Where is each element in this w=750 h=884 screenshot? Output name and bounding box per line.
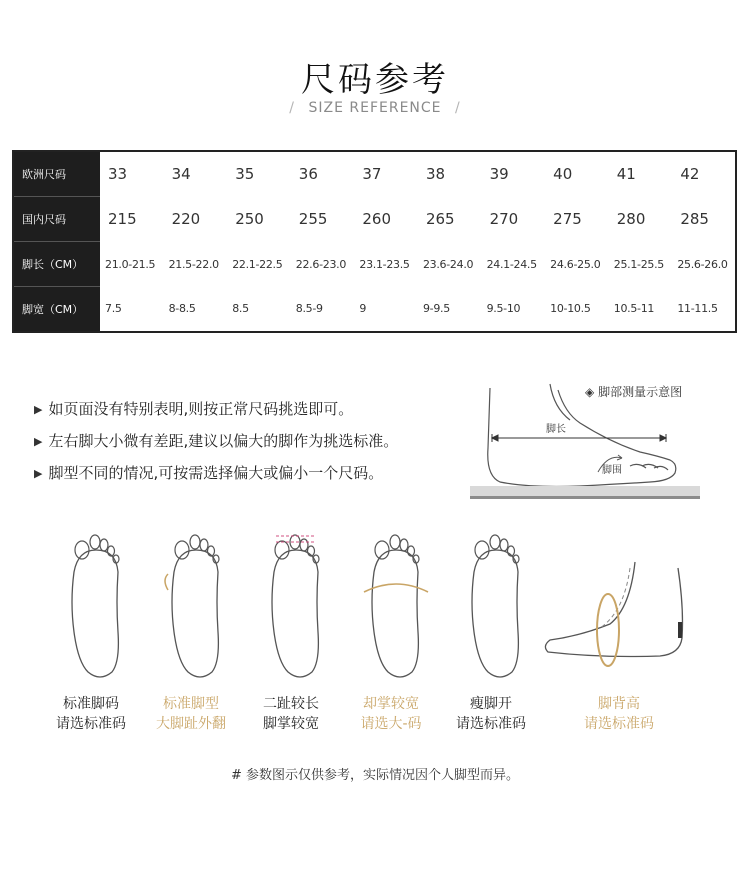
subtitle-slash-left: / xyxy=(289,100,296,116)
notes-list xyxy=(34,398,398,494)
size-cell: 280 xyxy=(616,210,646,228)
size-cell: 10-10.5 xyxy=(550,302,591,316)
bullet-triangle-icon: ▶ xyxy=(34,435,43,448)
size-cell: 215 xyxy=(108,210,137,228)
note-item xyxy=(34,430,398,462)
foot-type-caption xyxy=(336,694,446,734)
footnote: # 参数图示仅供参考，实际情况因个人脚型而异。 xyxy=(230,768,520,783)
foot-type-caption xyxy=(36,694,146,734)
diamond-icon: ◈ xyxy=(585,385,595,399)
size-cell: 260 xyxy=(362,210,392,228)
size-cell: 10.5-11 xyxy=(613,302,655,316)
size-cell: 9-9.5 xyxy=(422,302,450,316)
size-cell: 220 xyxy=(171,210,201,228)
length-arrow xyxy=(492,434,666,442)
size-cell: 250 xyxy=(235,210,264,228)
caption-line: 却掌较宽 xyxy=(363,696,419,712)
foot-type-caption xyxy=(236,694,346,734)
foot-side-illustration xyxy=(488,384,676,487)
caption-line: 请选标准码 xyxy=(56,716,126,732)
page-subtitle xyxy=(0,100,750,116)
size-cell: 25.6-26.0 xyxy=(677,257,728,271)
size-cell: 8.5 xyxy=(232,302,249,316)
size-cell: 35 xyxy=(235,165,255,184)
length-label: 脚长 xyxy=(546,424,566,435)
size-cell: 9 xyxy=(359,302,367,316)
size-cell: 265 xyxy=(425,210,455,228)
caption-line: 瘦脚开 xyxy=(470,696,512,712)
subtitle-text: SIZE REFERENCE xyxy=(308,100,442,116)
caption-line: 标准脚码 xyxy=(63,696,119,712)
size-cell: 11-11.5 xyxy=(677,302,718,316)
size-cell: 275 xyxy=(553,210,582,228)
bullet-triangle-icon: ▶ xyxy=(34,467,43,480)
foot-standard xyxy=(72,535,119,677)
size-cell: 22.1-22.5 xyxy=(232,257,283,271)
note-item xyxy=(34,462,398,494)
size-cell: 38 xyxy=(425,165,446,184)
foot-bunion xyxy=(165,535,219,677)
bullet-triangle-icon: ▶ xyxy=(34,403,43,416)
size-cell: 40 xyxy=(553,165,573,184)
size-cell: 37 xyxy=(362,165,382,184)
size-cell: 21.5-22.0 xyxy=(168,257,219,271)
size-cell: 7.5 xyxy=(105,302,122,316)
size-cell: 25.1-25.5 xyxy=(613,257,665,271)
size-cell: 8-8.5 xyxy=(168,302,196,316)
row-label: 欧洲尺码 xyxy=(13,151,100,197)
size-cell: 41 xyxy=(616,165,636,184)
ground-strip xyxy=(470,486,700,499)
size-row xyxy=(13,242,736,287)
size-cell: 34 xyxy=(171,165,191,184)
diagram-legend-text: 脚部测量示意图 xyxy=(598,385,683,399)
size-cell: 33 xyxy=(108,165,128,184)
subtitle-slash-right: / xyxy=(454,100,461,116)
size-cell: 36 xyxy=(298,165,318,184)
caption-line: 请选标准码 xyxy=(456,716,526,732)
note-text: 左右脚大小微有差距,建议以偏大的脚作为挑选标准。 xyxy=(48,432,399,450)
foot-high-instep xyxy=(545,562,682,666)
page-title: 尺码参考 xyxy=(301,60,449,100)
caption-line: 标准脚型 xyxy=(163,696,219,712)
caption-line: 脚背高 xyxy=(598,696,640,712)
row-label: 国内尺码 xyxy=(13,197,100,242)
caption-line: 二趾较长 xyxy=(263,696,319,712)
size-cell: 22.6-23.0 xyxy=(295,257,347,271)
size-cell: 24.1-24.5 xyxy=(486,257,537,271)
girth-label: 脚围 xyxy=(602,465,622,476)
size-cell: 39 xyxy=(489,165,509,184)
row-label: 脚宽（CM） xyxy=(13,287,100,333)
caption-line: 脚掌较宽 xyxy=(263,716,319,732)
size-row xyxy=(13,197,736,242)
size-cell: 270 xyxy=(489,210,519,228)
note-text: 如页面没有特别表明,则按正常尺码挑选即可。 xyxy=(48,400,354,418)
size-cell: 24.6-25.0 xyxy=(550,257,601,271)
foot-measure-diagram xyxy=(470,378,720,508)
row-label: 脚长（CM） xyxy=(13,242,100,287)
foot-type-caption xyxy=(136,694,246,734)
foot-thin xyxy=(472,535,519,677)
size-cell: 285 xyxy=(680,210,709,228)
size-row xyxy=(13,287,736,333)
size-cell: 23.1-23.5 xyxy=(359,257,410,271)
size-cell: 9.5-10 xyxy=(486,302,521,316)
size-cell: 8.5-9 xyxy=(295,302,323,316)
size-cell: 255 xyxy=(298,210,328,228)
size-row xyxy=(13,151,736,197)
size-table xyxy=(12,150,737,333)
size-cell: 21.0-21.5 xyxy=(105,257,156,271)
foot-type-caption xyxy=(436,694,546,734)
size-cell: 42 xyxy=(680,165,700,184)
size-cell: 23.6-24.0 xyxy=(422,257,474,271)
caption-line: 大脚趾外翻 xyxy=(156,716,226,732)
foot-types-illustration xyxy=(0,528,750,688)
note-text: 脚型不同的情况,可按需选择偏大或偏小一个尺码。 xyxy=(48,464,384,482)
foot-wide-forefoot xyxy=(364,535,428,677)
caption-line: 请选大-码 xyxy=(360,716,422,732)
foot-long-second-toe xyxy=(272,535,319,677)
caption-line: 请选标准码 xyxy=(584,716,654,732)
note-item xyxy=(34,398,398,430)
foot-type-caption xyxy=(564,694,674,734)
